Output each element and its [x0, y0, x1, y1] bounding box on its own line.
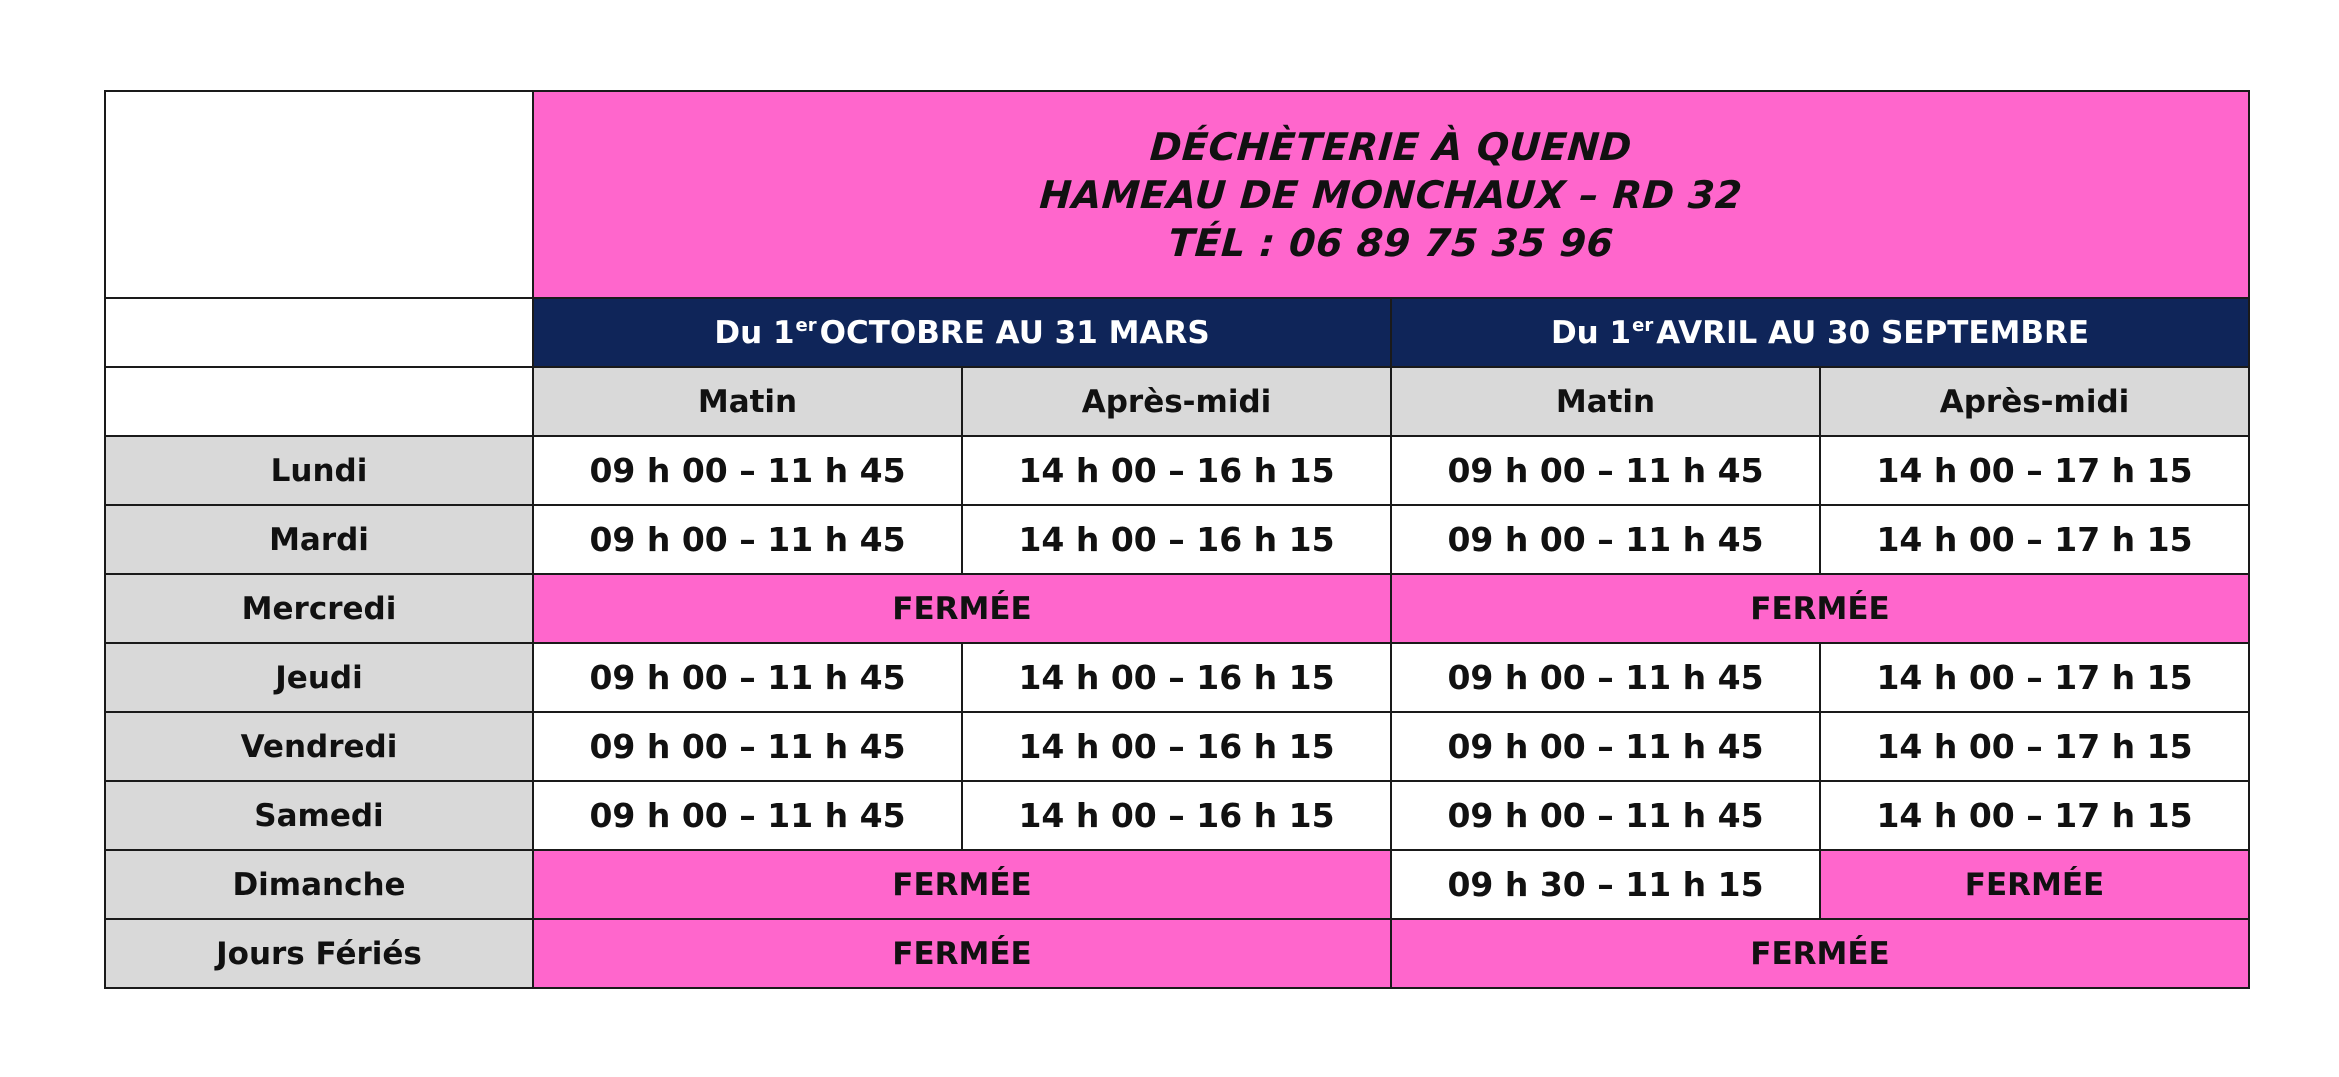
hours-cell: 09 h 00 – 11 h 45	[1391, 712, 1820, 781]
winter-afternoon-header: Après-midi	[962, 367, 1391, 436]
table-row-monday	[105, 436, 2249, 505]
hours-cell: 14 h 00 – 17 h 15	[1820, 505, 2249, 574]
table-row-thursday	[105, 643, 2249, 712]
hours-cell: 14 h 00 – 16 h 15	[962, 436, 1391, 505]
summer-afternoon-header: Après-midi	[1820, 367, 2249, 436]
closed-cell: FERMÉE	[1820, 850, 2249, 919]
period-summer-sup: er	[1632, 314, 1654, 336]
period-winter-text: OCTOBRE AU 31 MARS	[819, 314, 1210, 351]
period-summer-header	[1391, 298, 2249, 367]
hours-cell: 14 h 00 – 16 h 15	[962, 781, 1391, 850]
hours-cell: 14 h 00 – 16 h 15	[962, 712, 1391, 781]
title-row	[105, 91, 2249, 298]
table-row-wednesday	[105, 574, 2249, 643]
table-row-holidays	[105, 919, 2249, 988]
day-label: Samedi	[105, 781, 533, 850]
empty-corner-cell-2	[105, 367, 533, 436]
day-label: Jeudi	[105, 643, 533, 712]
slot-header-row	[105, 367, 2249, 436]
hours-cell: 14 h 00 – 17 h 15	[1820, 712, 2249, 781]
hours-cell: 09 h 30 – 11 h 15	[1391, 850, 1820, 919]
closed-cell: FERMÉE	[533, 574, 1391, 643]
hours-cell: 14 h 00 – 17 h 15	[1820, 781, 2249, 850]
facility-address: HAMEAU DE MONCHAUX – RD 32	[1038, 172, 1744, 217]
summer-morning-header: Matin	[1391, 367, 1820, 436]
day-label: Mardi	[105, 505, 533, 574]
day-label: Mercredi	[105, 574, 533, 643]
hours-cell: 14 h 00 – 17 h 15	[1820, 643, 2249, 712]
period-winter-header	[533, 298, 1391, 367]
title-block	[533, 91, 2249, 298]
hours-cell: 09 h 00 – 11 h 45	[533, 712, 962, 781]
day-label: Dimanche	[105, 850, 533, 919]
table-row-tuesday	[105, 505, 2249, 574]
hours-cell: 09 h 00 – 11 h 45	[1391, 505, 1820, 574]
hours-cell: 09 h 00 – 11 h 45	[1391, 643, 1820, 712]
hours-cell: 14 h 00 – 16 h 15	[962, 505, 1391, 574]
period-summer-prefix: Du 1	[1550, 314, 1632, 351]
logo-placeholder-cell	[105, 91, 533, 298]
hours-cell: 09 h 00 – 11 h 45	[533, 505, 962, 574]
hours-cell: 09 h 00 – 11 h 45	[533, 436, 962, 505]
day-label: Lundi	[105, 436, 533, 505]
table-row-saturday	[105, 781, 2249, 850]
day-label: Jours Fériés	[105, 919, 533, 988]
hours-cell: 14 h 00 – 17 h 15	[1820, 436, 2249, 505]
hours-cell: 09 h 00 – 11 h 45	[1391, 436, 1820, 505]
table-row-friday	[105, 712, 2249, 781]
opening-hours-table	[104, 90, 2250, 989]
hours-cell: 09 h 00 – 11 h 45	[533, 643, 962, 712]
table-row-sunday	[105, 850, 2249, 919]
period-winter-sup: er	[795, 314, 817, 336]
period-summer-text: AVRIL AU 30 SEPTEMBRE	[1656, 314, 2090, 351]
closed-cell: FERMÉE	[1391, 574, 2249, 643]
closed-cell: FERMÉE	[1391, 919, 2249, 988]
facility-name: DÉCHÈTERIE À QUEND	[1148, 124, 1634, 169]
facility-phone: TÉL : 06 89 75 35 96	[1166, 220, 1616, 265]
day-label: Vendredi	[105, 712, 533, 781]
period-header-row	[105, 298, 2249, 367]
hours-cell: 09 h 00 – 11 h 45	[1391, 781, 1820, 850]
hours-cell: 14 h 00 – 16 h 15	[962, 643, 1391, 712]
winter-morning-header: Matin	[533, 367, 962, 436]
closed-cell: FERMÉE	[533, 850, 1391, 919]
hours-cell: 09 h 00 – 11 h 45	[533, 781, 962, 850]
closed-cell: FERMÉE	[533, 919, 1391, 988]
empty-corner-cell	[105, 298, 533, 367]
period-winter-prefix: Du 1	[714, 314, 795, 351]
